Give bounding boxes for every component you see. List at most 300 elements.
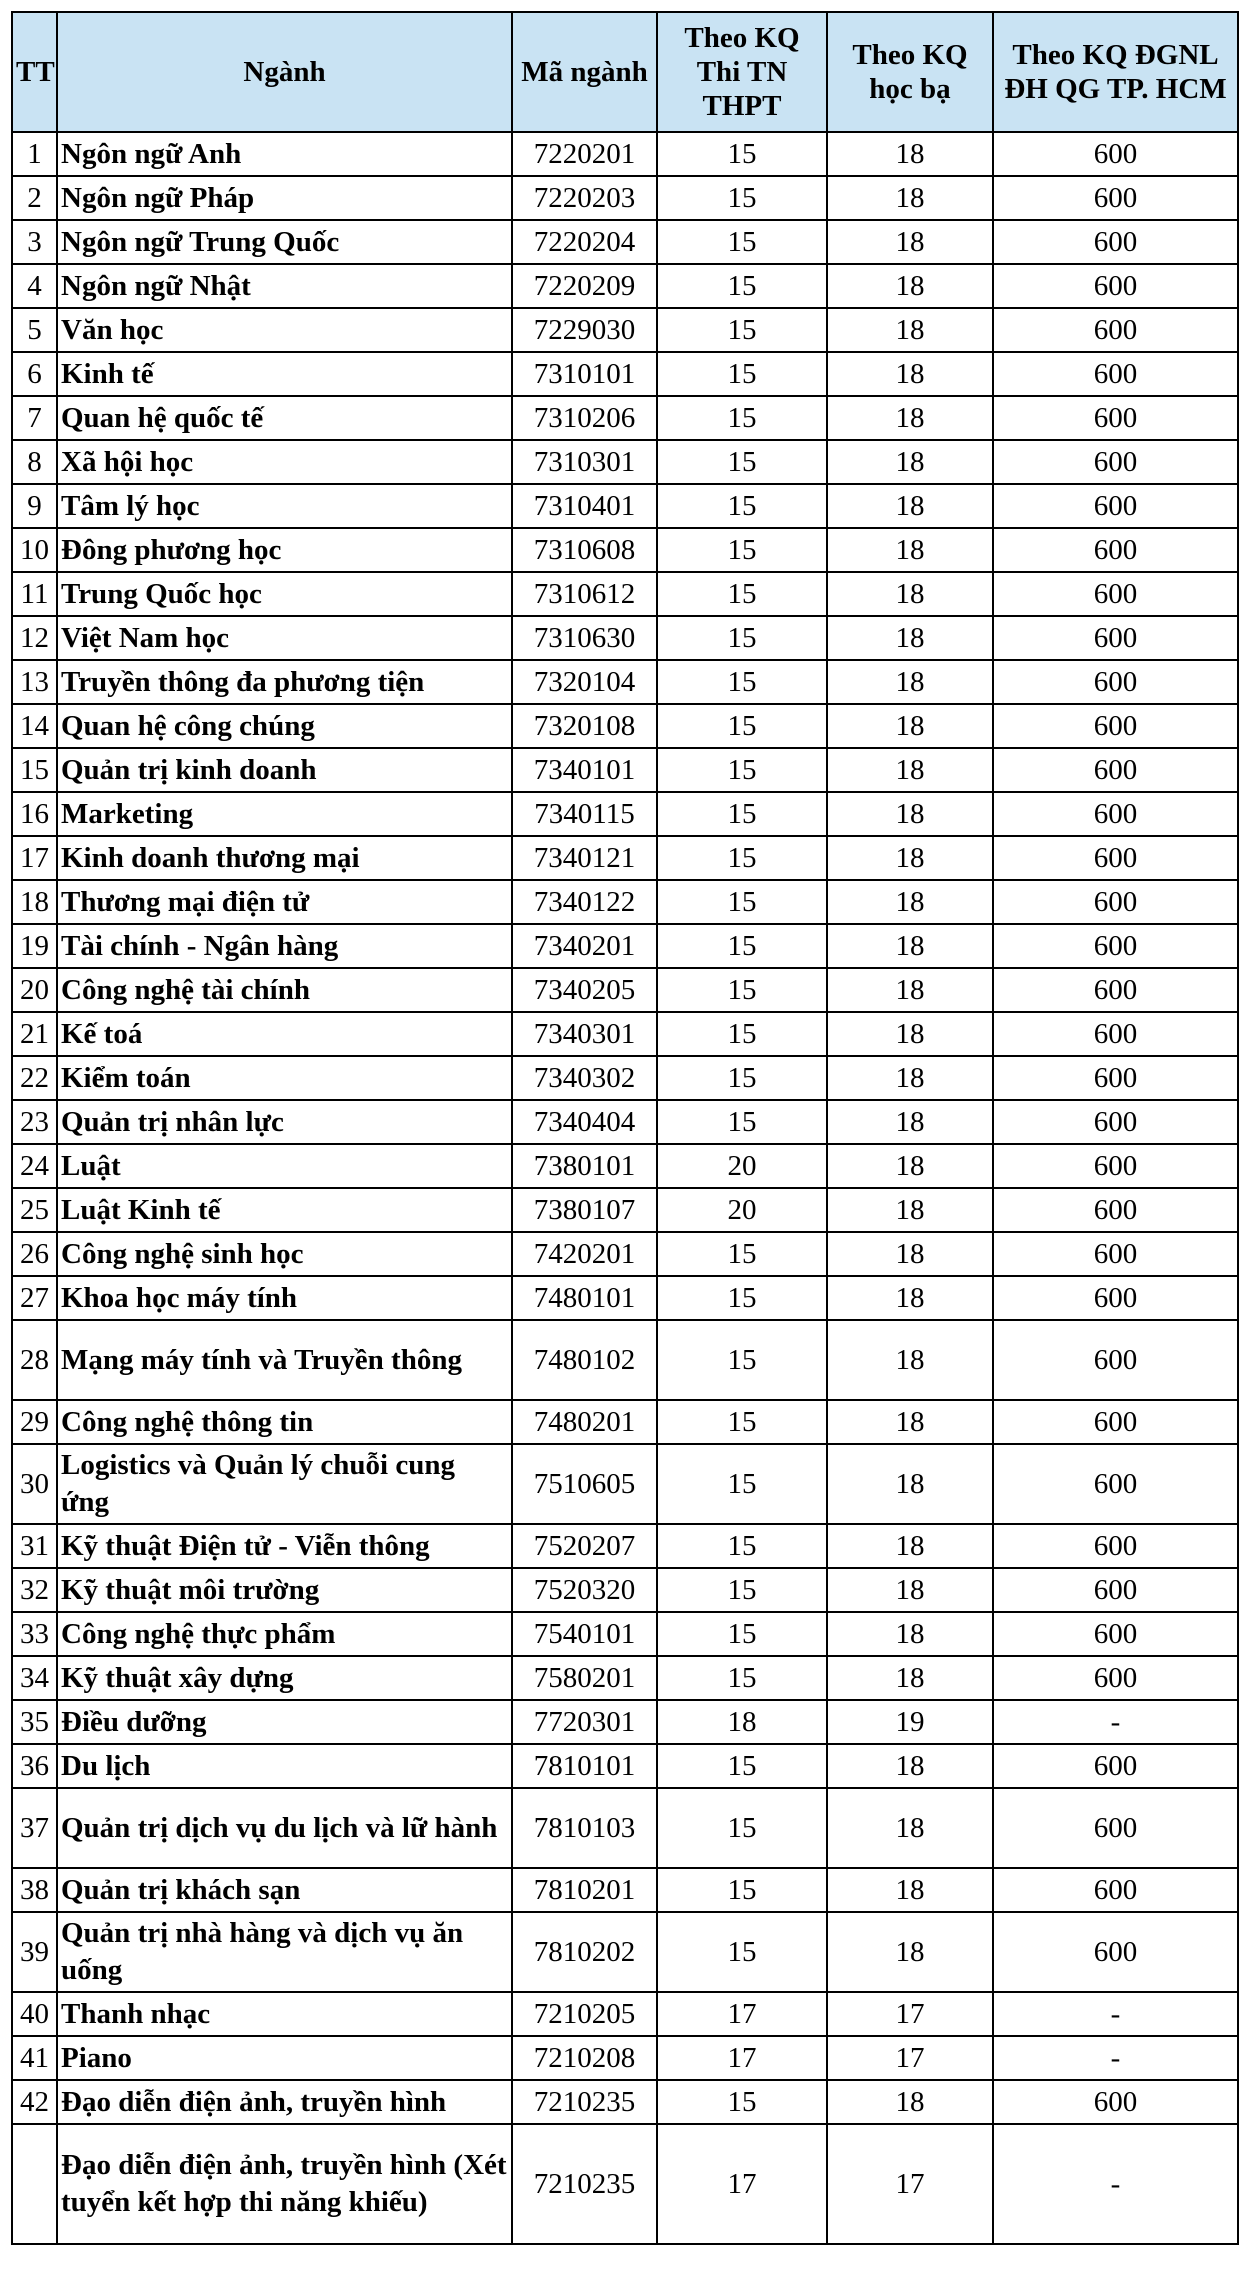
row-hoc-ba-score: 18 — [827, 880, 993, 924]
row-hoc-ba-score: 18 — [827, 1188, 993, 1232]
row-tt: 25 — [12, 1188, 57, 1232]
row-thpt-score: 15 — [657, 968, 827, 1012]
row-hoc-ba-score: 18 — [827, 616, 993, 660]
row-tt: 22 — [12, 1056, 57, 1100]
row-thpt-score: 15 — [657, 748, 827, 792]
table-row — [12, 1788, 1238, 1868]
row-ma-nganh: 7310630 — [512, 616, 657, 660]
row-ma-nganh: 7380107 — [512, 1188, 657, 1232]
row-tt: 30 — [12, 1444, 57, 1524]
row-tt: 38 — [12, 1868, 57, 1912]
table-row — [12, 264, 1238, 308]
row-tt: 29 — [12, 1400, 57, 1444]
table-row — [12, 1232, 1238, 1276]
row-ma-nganh: 7520207 — [512, 1524, 657, 1568]
row-nganh: Kinh doanh thương mại — [57, 836, 512, 880]
row-tt: 9 — [12, 484, 57, 528]
row-nganh: Quan hệ công chúng — [57, 704, 512, 748]
row-hoc-ba-score: 18 — [827, 1276, 993, 1320]
row-thpt-score: 20 — [657, 1188, 827, 1232]
table-row — [12, 616, 1238, 660]
row-thpt-score: 17 — [657, 2124, 827, 2244]
row-hoc-ba-score: 18 — [827, 352, 993, 396]
row-hoc-ba-score: 18 — [827, 1524, 993, 1568]
row-nganh: Quản trị dịch vụ du lịch và lữ hành — [57, 1788, 512, 1868]
row-dgnl-score: 600 — [993, 308, 1238, 352]
row-ma-nganh: 7220201 — [512, 132, 657, 176]
table-row — [12, 396, 1238, 440]
row-dgnl-score: 600 — [993, 1144, 1238, 1188]
row-hoc-ba-score: 18 — [827, 396, 993, 440]
row-thpt-score: 15 — [657, 1320, 827, 1400]
row-tt: 16 — [12, 792, 57, 836]
row-ma-nganh: 7340101 — [512, 748, 657, 792]
row-nganh: Tâm lý học — [57, 484, 512, 528]
row-ma-nganh: 7340115 — [512, 792, 657, 836]
row-tt: 23 — [12, 1100, 57, 1144]
row-tt: 35 — [12, 1700, 57, 1744]
row-nganh: Kinh tế — [57, 352, 512, 396]
row-nganh: Khoa học máy tính — [57, 1276, 512, 1320]
row-hoc-ba-score: 17 — [827, 1992, 993, 2036]
row-hoc-ba-score: 18 — [827, 1788, 993, 1868]
row-dgnl-score: 600 — [993, 1744, 1238, 1788]
row-tt: 10 — [12, 528, 57, 572]
row-ma-nganh: 7310301 — [512, 440, 657, 484]
row-nganh: Thanh nhạc — [57, 1992, 512, 2036]
row-dgnl-score: 600 — [993, 2080, 1238, 2124]
row-ma-nganh: 7210235 — [512, 2080, 657, 2124]
admission-score-table — [11, 11, 1239, 2245]
row-nganh: Kiểm toán — [57, 1056, 512, 1100]
row-thpt-score: 15 — [657, 132, 827, 176]
row-hoc-ba-score: 18 — [827, 132, 993, 176]
row-dgnl-score: - — [993, 1992, 1238, 2036]
table-row — [12, 1144, 1238, 1188]
row-nganh: Xã hội học — [57, 440, 512, 484]
row-dgnl-score: - — [993, 2124, 1238, 2244]
row-dgnl-score: 600 — [993, 748, 1238, 792]
table-row — [12, 440, 1238, 484]
row-thpt-score: 15 — [657, 660, 827, 704]
row-hoc-ba-score: 18 — [827, 660, 993, 704]
row-tt: 17 — [12, 836, 57, 880]
row-nganh: Kỹ thuật môi trường — [57, 1568, 512, 1612]
row-nganh: Ngôn ngữ Pháp — [57, 176, 512, 220]
row-nganh: Ngôn ngữ Anh — [57, 132, 512, 176]
row-thpt-score: 15 — [657, 792, 827, 836]
row-thpt-score: 15 — [657, 264, 827, 308]
table-row — [12, 572, 1238, 616]
row-thpt-score: 15 — [657, 572, 827, 616]
row-dgnl-score: 600 — [993, 880, 1238, 924]
row-ma-nganh: 7310206 — [512, 396, 657, 440]
row-ma-nganh: 7310608 — [512, 528, 657, 572]
row-tt: 32 — [12, 1568, 57, 1612]
row-dgnl-score: 600 — [993, 1056, 1238, 1100]
header-nganh: Ngành — [57, 12, 512, 132]
row-thpt-score: 15 — [657, 352, 827, 396]
row-tt: 26 — [12, 1232, 57, 1276]
row-hoc-ba-score: 18 — [827, 220, 993, 264]
row-nganh: Marketing — [57, 792, 512, 836]
table-row — [12, 132, 1238, 176]
row-ma-nganh: 7210205 — [512, 1992, 657, 2036]
row-dgnl-score: 600 — [993, 220, 1238, 264]
row-ma-nganh: 7340121 — [512, 836, 657, 880]
row-thpt-score: 15 — [657, 176, 827, 220]
row-hoc-ba-score: 18 — [827, 528, 993, 572]
row-dgnl-score: 600 — [993, 1232, 1238, 1276]
row-ma-nganh: 7810101 — [512, 1744, 657, 1788]
table-row — [12, 1744, 1238, 1788]
table-row — [12, 1992, 1238, 2036]
row-tt: 6 — [12, 352, 57, 396]
row-nganh: Quản trị khách sạn — [57, 1868, 512, 1912]
table-row — [12, 924, 1238, 968]
row-tt: 15 — [12, 748, 57, 792]
row-hoc-ba-score: 18 — [827, 836, 993, 880]
row-dgnl-score: 600 — [993, 792, 1238, 836]
row-ma-nganh: 7340404 — [512, 1100, 657, 1144]
row-ma-nganh: 7480102 — [512, 1320, 657, 1400]
row-tt: 20 — [12, 968, 57, 1012]
row-thpt-score: 15 — [657, 1400, 827, 1444]
row-thpt-score: 15 — [657, 924, 827, 968]
row-tt: 40 — [12, 1992, 57, 2036]
table-row — [12, 1524, 1238, 1568]
row-nganh: Đạo diễn điện ảnh, truyền hình — [57, 2080, 512, 2124]
row-tt: 11 — [12, 572, 57, 616]
row-hoc-ba-score: 18 — [827, 1868, 993, 1912]
row-hoc-ba-score: 18 — [827, 308, 993, 352]
row-tt: 27 — [12, 1276, 57, 1320]
row-ma-nganh: 7310101 — [512, 352, 657, 396]
row-nganh: Kỹ thuật Điện tử - Viễn thông — [57, 1524, 512, 1568]
row-thpt-score: 17 — [657, 2036, 827, 2080]
table-row — [12, 1012, 1238, 1056]
row-nganh: Đông phương học — [57, 528, 512, 572]
row-ma-nganh: 7340205 — [512, 968, 657, 1012]
row-dgnl-score: 600 — [993, 1788, 1238, 1868]
row-hoc-ba-score: 18 — [827, 1612, 993, 1656]
table-row — [12, 1868, 1238, 1912]
row-thpt-score: 20 — [657, 1144, 827, 1188]
row-ma-nganh: 7310612 — [512, 572, 657, 616]
row-ma-nganh: 7480101 — [512, 1276, 657, 1320]
row-nganh: Du lịch — [57, 1744, 512, 1788]
row-dgnl-score: 600 — [993, 176, 1238, 220]
row-ma-nganh: 7810103 — [512, 1788, 657, 1868]
row-hoc-ba-score: 18 — [827, 1320, 993, 1400]
row-hoc-ba-score: 18 — [827, 1568, 993, 1612]
row-nganh: Kế toá — [57, 1012, 512, 1056]
row-dgnl-score: 600 — [993, 1868, 1238, 1912]
row-nganh: Quản trị nhân lực — [57, 1100, 512, 1144]
row-thpt-score: 15 — [657, 396, 827, 440]
row-tt: 33 — [12, 1612, 57, 1656]
row-hoc-ba-score: 18 — [827, 2080, 993, 2124]
table-row — [12, 1612, 1238, 1656]
row-dgnl-score: - — [993, 1700, 1238, 1744]
row-dgnl-score: 600 — [993, 528, 1238, 572]
row-ma-nganh: 7340122 — [512, 880, 657, 924]
row-hoc-ba-score: 18 — [827, 572, 993, 616]
row-ma-nganh: 7420201 — [512, 1232, 657, 1276]
row-dgnl-score: 600 — [993, 836, 1238, 880]
row-thpt-score: 18 — [657, 1700, 827, 1744]
table-row — [12, 748, 1238, 792]
row-thpt-score: 15 — [657, 1568, 827, 1612]
row-hoc-ba-score: 18 — [827, 1400, 993, 1444]
row-nganh: Luật Kinh tế — [57, 1188, 512, 1232]
table-row — [12, 1276, 1238, 1320]
row-tt: 8 — [12, 440, 57, 484]
header-dgnl: Theo KQ ĐGNL ĐH QG TP. HCM — [993, 12, 1238, 132]
row-tt: 5 — [12, 308, 57, 352]
row-nganh: Quan hệ quốc tế — [57, 396, 512, 440]
row-nganh: Ngôn ngữ Nhật — [57, 264, 512, 308]
row-dgnl-score: 600 — [993, 660, 1238, 704]
row-thpt-score: 15 — [657, 528, 827, 572]
row-nganh: Đạo diễn điện ảnh, truyền hình (Xét tuyển kết hợp thi năng khiếu) — [57, 2124, 512, 2244]
row-thpt-score: 15 — [657, 1232, 827, 1276]
row-dgnl-score: 600 — [993, 396, 1238, 440]
row-nganh: Điều dưỡng — [57, 1700, 512, 1744]
row-dgnl-score: 600 — [993, 1524, 1238, 1568]
row-ma-nganh: 7520320 — [512, 1568, 657, 1612]
row-tt: 21 — [12, 1012, 57, 1056]
row-thpt-score: 15 — [657, 1868, 827, 1912]
row-ma-nganh: 7229030 — [512, 308, 657, 352]
row-hoc-ba-score: 18 — [827, 1744, 993, 1788]
row-hoc-ba-score: 18 — [827, 176, 993, 220]
header-tt: TT — [12, 12, 57, 132]
row-hoc-ba-score: 17 — [827, 2124, 993, 2244]
table-row — [12, 1100, 1238, 1144]
row-tt: 18 — [12, 880, 57, 924]
row-nganh: Việt Nam học — [57, 616, 512, 660]
row-tt: 13 — [12, 660, 57, 704]
row-ma-nganh: 7320108 — [512, 704, 657, 748]
row-tt: 42 — [12, 2080, 57, 2124]
row-tt: 36 — [12, 1744, 57, 1788]
row-ma-nganh: 7210235 — [512, 2124, 657, 2244]
row-nganh: Luật — [57, 1144, 512, 1188]
row-dgnl-score: 600 — [993, 1100, 1238, 1144]
row-nganh: Kỹ thuật xây dựng — [57, 1656, 512, 1700]
row-nganh: Truyền thông đa phương tiện — [57, 660, 512, 704]
row-nganh: Logistics và Quản lý chuỗi cung ứng — [57, 1444, 512, 1524]
row-dgnl-score: 600 — [993, 1568, 1238, 1612]
row-dgnl-score: 600 — [993, 1012, 1238, 1056]
table-row — [12, 1656, 1238, 1700]
row-nganh: Mạng máy tính và Truyền thông — [57, 1320, 512, 1400]
row-ma-nganh: 7210208 — [512, 2036, 657, 2080]
row-dgnl-score: 600 — [993, 132, 1238, 176]
row-dgnl-score: 600 — [993, 1612, 1238, 1656]
row-nganh: Công nghệ tài chính — [57, 968, 512, 1012]
row-thpt-score: 15 — [657, 1912, 827, 1992]
row-thpt-score: 15 — [657, 616, 827, 660]
row-thpt-score: 15 — [657, 1100, 827, 1144]
row-ma-nganh: 7480201 — [512, 1400, 657, 1444]
row-nganh: Văn học — [57, 308, 512, 352]
row-hoc-ba-score: 18 — [827, 1012, 993, 1056]
table-row — [12, 1056, 1238, 1100]
row-dgnl-score: 600 — [993, 704, 1238, 748]
table-row — [12, 1188, 1238, 1232]
table-row — [12, 484, 1238, 528]
row-ma-nganh: 7340201 — [512, 924, 657, 968]
row-hoc-ba-score: 18 — [827, 748, 993, 792]
row-hoc-ba-score: 18 — [827, 1056, 993, 1100]
row-dgnl-score: 600 — [993, 1188, 1238, 1232]
row-dgnl-score: 600 — [993, 1656, 1238, 1700]
row-hoc-ba-score: 18 — [827, 484, 993, 528]
table-row — [12, 176, 1238, 220]
table-row — [12, 1912, 1238, 1992]
row-thpt-score: 15 — [657, 1524, 827, 1568]
row-dgnl-score: 600 — [993, 572, 1238, 616]
row-nganh: Tài chính - Ngân hàng — [57, 924, 512, 968]
row-dgnl-score: - — [993, 2036, 1238, 2080]
row-nganh: Công nghệ sinh học — [57, 1232, 512, 1276]
row-ma-nganh: 7220204 — [512, 220, 657, 264]
row-ma-nganh: 7580201 — [512, 1656, 657, 1700]
row-ma-nganh: 7380101 — [512, 1144, 657, 1188]
table-header — [12, 12, 1238, 132]
row-hoc-ba-score: 18 — [827, 264, 993, 308]
row-nganh: Quản trị nhà hàng và dịch vụ ăn uống — [57, 1912, 512, 1992]
row-tt: 19 — [12, 924, 57, 968]
table-row — [12, 704, 1238, 748]
row-tt: 4 — [12, 264, 57, 308]
row-ma-nganh: 7220209 — [512, 264, 657, 308]
table-row — [12, 352, 1238, 396]
table-row — [12, 2036, 1238, 2080]
table-row — [12, 2124, 1238, 2244]
row-thpt-score: 15 — [657, 1444, 827, 1524]
row-thpt-score: 15 — [657, 2080, 827, 2124]
row-tt: 12 — [12, 616, 57, 660]
row-tt: 28 — [12, 1320, 57, 1400]
table-row — [12, 880, 1238, 924]
row-nganh: Piano — [57, 2036, 512, 2080]
row-ma-nganh: 7720301 — [512, 1700, 657, 1744]
table-row — [12, 308, 1238, 352]
row-ma-nganh: 7810201 — [512, 1868, 657, 1912]
table-row — [12, 836, 1238, 880]
row-thpt-score: 15 — [657, 1012, 827, 1056]
row-tt: 2 — [12, 176, 57, 220]
row-tt: 1 — [12, 132, 57, 176]
row-thpt-score: 15 — [657, 704, 827, 748]
row-thpt-score: 17 — [657, 1992, 827, 2036]
table-body — [12, 132, 1238, 2244]
row-tt: 41 — [12, 2036, 57, 2080]
table-row — [12, 792, 1238, 836]
row-hoc-ba-score: 18 — [827, 1912, 993, 1992]
table-row — [12, 660, 1238, 704]
table-row — [12, 1320, 1238, 1400]
row-dgnl-score: 600 — [993, 1276, 1238, 1320]
row-ma-nganh: 7510605 — [512, 1444, 657, 1524]
row-nganh: Thương mại điện tử — [57, 880, 512, 924]
row-hoc-ba-score: 18 — [827, 924, 993, 968]
header-row — [12, 12, 1238, 132]
row-ma-nganh: 7310401 — [512, 484, 657, 528]
row-tt: 14 — [12, 704, 57, 748]
row-hoc-ba-score: 18 — [827, 440, 993, 484]
row-dgnl-score: 600 — [993, 1320, 1238, 1400]
row-dgnl-score: 600 — [993, 1444, 1238, 1524]
row-hoc-ba-score: 18 — [827, 1656, 993, 1700]
table-row — [12, 968, 1238, 1012]
row-dgnl-score: 600 — [993, 440, 1238, 484]
row-hoc-ba-score: 19 — [827, 1700, 993, 1744]
row-tt — [12, 2124, 57, 2244]
row-hoc-ba-score: 18 — [827, 1100, 993, 1144]
table-row — [12, 1700, 1238, 1744]
table-row — [12, 1400, 1238, 1444]
row-thpt-score: 15 — [657, 880, 827, 924]
row-hoc-ba-score: 18 — [827, 1144, 993, 1188]
header-hoc-ba: Theo KQ học bạ — [827, 12, 993, 132]
row-dgnl-score: 600 — [993, 1400, 1238, 1444]
row-hoc-ba-score: 18 — [827, 1232, 993, 1276]
table-row — [12, 2080, 1238, 2124]
row-tt: 24 — [12, 1144, 57, 1188]
row-thpt-score: 15 — [657, 1612, 827, 1656]
row-nganh: Quản trị kinh doanh — [57, 748, 512, 792]
row-tt: 7 — [12, 396, 57, 440]
row-dgnl-score: 600 — [993, 352, 1238, 396]
row-tt: 31 — [12, 1524, 57, 1568]
row-nganh: Công nghệ thực phẩm — [57, 1612, 512, 1656]
row-dgnl-score: 600 — [993, 484, 1238, 528]
row-tt: 3 — [12, 220, 57, 264]
row-dgnl-score: 600 — [993, 968, 1238, 1012]
row-thpt-score: 15 — [657, 220, 827, 264]
row-thpt-score: 15 — [657, 1656, 827, 1700]
row-thpt-score: 15 — [657, 1276, 827, 1320]
row-dgnl-score: 600 — [993, 1912, 1238, 1992]
row-thpt-score: 15 — [657, 1056, 827, 1100]
header-thpt: Theo KQ Thi TN THPT — [657, 12, 827, 132]
row-dgnl-score: 600 — [993, 924, 1238, 968]
row-dgnl-score: 600 — [993, 616, 1238, 660]
row-nganh: Trung Quốc học — [57, 572, 512, 616]
row-thpt-score: 15 — [657, 308, 827, 352]
row-hoc-ba-score: 17 — [827, 2036, 993, 2080]
header-ma-nganh: Mã ngành — [512, 12, 657, 132]
row-ma-nganh: 7320104 — [512, 660, 657, 704]
table-row — [12, 1444, 1238, 1524]
row-hoc-ba-score: 18 — [827, 792, 993, 836]
row-ma-nganh: 7340302 — [512, 1056, 657, 1100]
row-thpt-score: 15 — [657, 836, 827, 880]
row-hoc-ba-score: 18 — [827, 968, 993, 1012]
row-ma-nganh: 7810202 — [512, 1912, 657, 1992]
row-thpt-score: 15 — [657, 1744, 827, 1788]
row-dgnl-score: 600 — [993, 264, 1238, 308]
table-row — [12, 528, 1238, 572]
table-row — [12, 220, 1238, 264]
row-thpt-score: 15 — [657, 440, 827, 484]
row-tt: 37 — [12, 1788, 57, 1868]
row-nganh: Công nghệ thông tin — [57, 1400, 512, 1444]
